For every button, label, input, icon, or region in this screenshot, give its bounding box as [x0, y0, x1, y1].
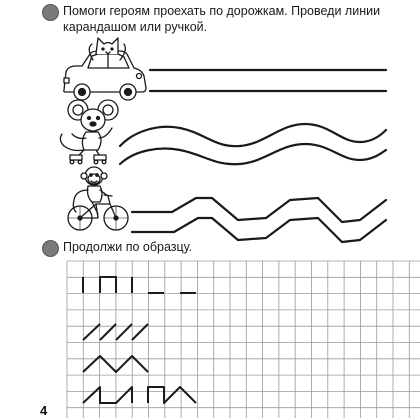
task-1-instruction: Помоги героям проехать по дорожкам. Проведи линии карандашом или ручкой.: [63, 4, 381, 34]
pattern-square-triangle: [83, 387, 196, 403]
graph-paper-grid: [67, 261, 420, 418]
task-2-instruction: Продолжи по образцу.: [63, 240, 193, 254]
path-wavy: [120, 124, 386, 164]
page-number: 4: [40, 403, 48, 418]
pattern-vertical-bars: [83, 277, 196, 293]
task-bullet: [42, 240, 59, 257]
task-2: [42, 239, 342, 257]
monkey-on-bicycle-icon: [68, 167, 128, 230]
fox-in-car-icon: [64, 38, 146, 100]
mouse-on-roller-skates-icon: [60, 100, 118, 164]
path-zigzag: [132, 198, 386, 242]
path-straight: [150, 70, 386, 91]
